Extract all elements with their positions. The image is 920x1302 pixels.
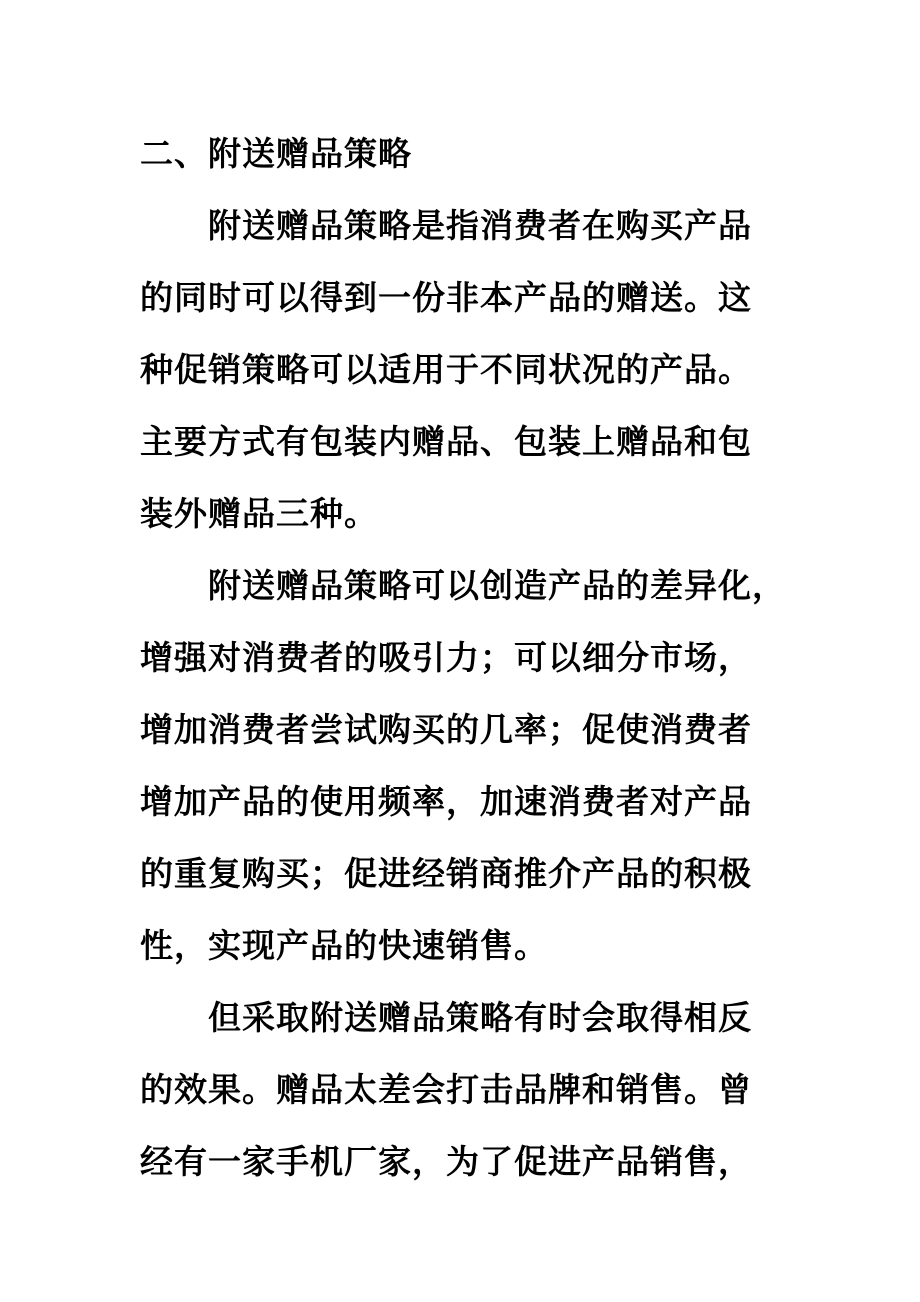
- paragraph-line: 经有一家手机厂家，为了促进产品销售，: [140, 1142, 752, 1181]
- paragraph-line: 的重复购买；促进经销商推介产品的积极: [140, 854, 752, 893]
- paragraph-line: 附送赠品策略是指消费者在购买产品: [208, 206, 752, 245]
- paragraph-line: 种促销策略可以适用于不同状况的产品。: [140, 350, 752, 389]
- paragraph-line: 性，实现产品的快速销售。: [140, 926, 548, 965]
- paragraph-line: 增强对消费者的吸引力；可以细分市场，: [140, 638, 752, 677]
- paragraph-2: [140, 550, 790, 982]
- paragraph-line: 装外赠品三种。: [140, 494, 378, 533]
- paragraph-3: [140, 982, 790, 1198]
- paragraph-line: 但采取附送赠品策略有时会取得相反: [208, 998, 752, 1037]
- document-body: [140, 118, 790, 1198]
- paragraph-1: [140, 190, 790, 550]
- section-heading: 二、附送赠品策略: [140, 134, 412, 173]
- paragraph-line: 的效果。赠品太差会打击品牌和销售。曾: [140, 1070, 752, 1109]
- paragraph-line: 增加消费者尝试购买的几率；促使消费者: [140, 710, 752, 749]
- paragraph-line: 增加产品的使用频率，加速消费者对产品: [140, 782, 752, 821]
- paragraph-line: 主要方式有包装内赠品、包装上赠品和包: [140, 422, 752, 461]
- paragraph-line: 附送赠品策略可以创造产品的差异化，: [208, 566, 786, 605]
- paragraph-line: 的同时可以得到一份非本产品的赠送。这: [140, 278, 752, 317]
